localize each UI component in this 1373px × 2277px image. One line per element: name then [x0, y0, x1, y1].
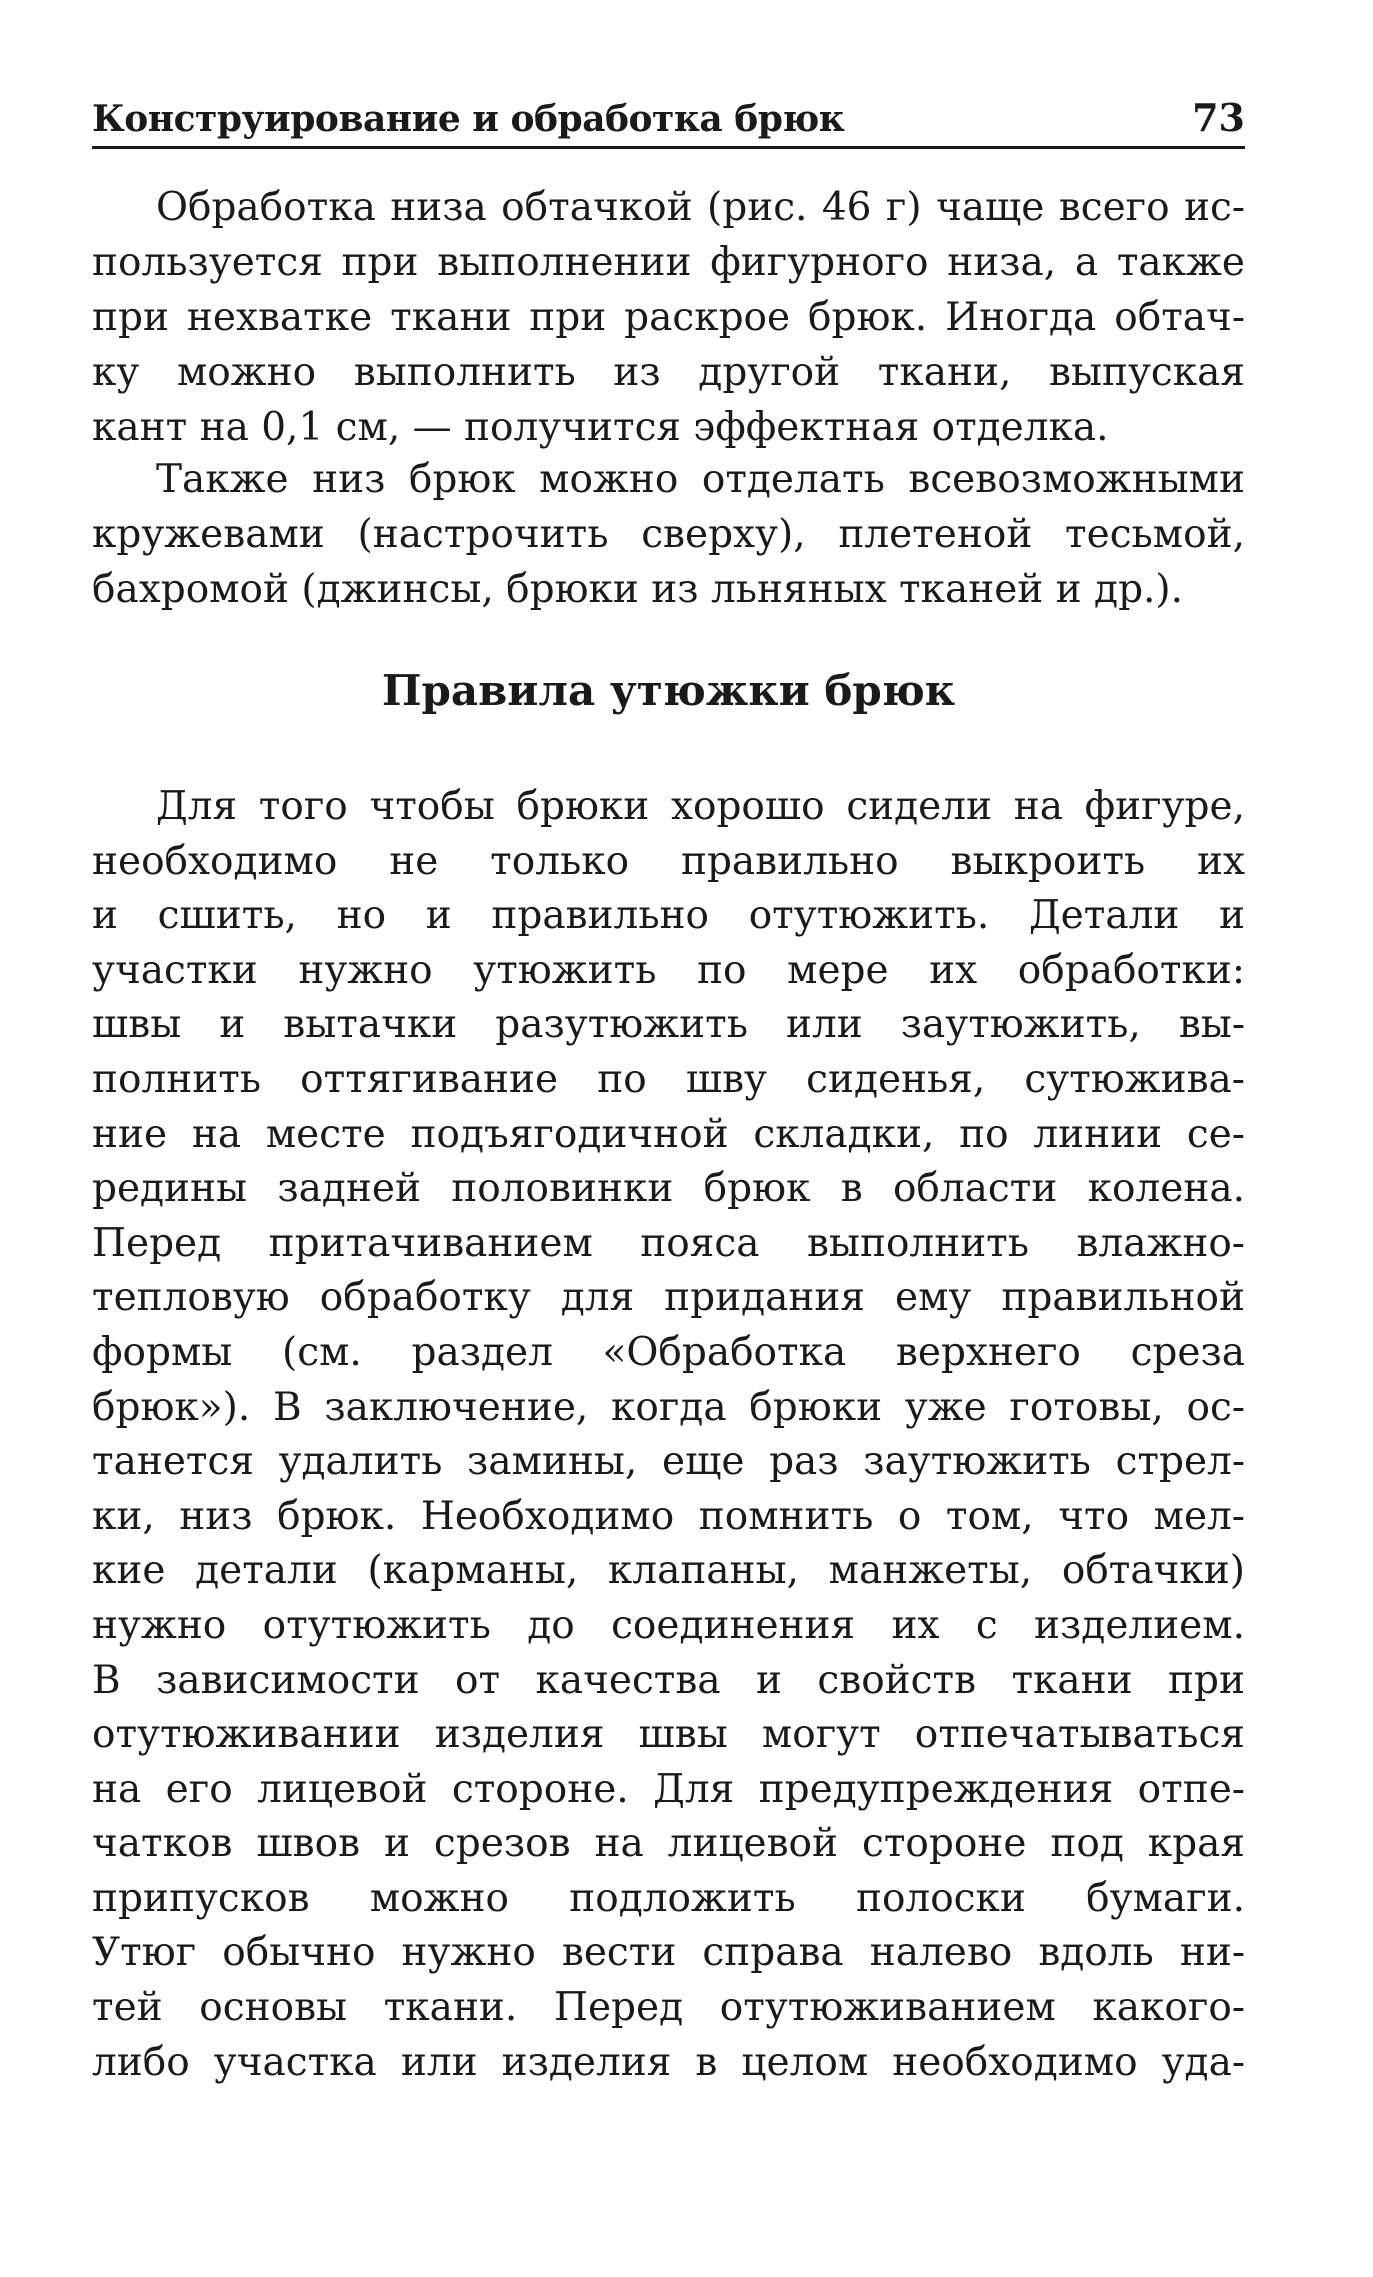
- text-line: и сшить, но и правильно отутюжить. Детали и: [92, 893, 1245, 939]
- text-line: швы и вытачки разутюжить или заутюжить, вы-: [92, 1002, 1245, 1048]
- paragraph-hem-decoration: [92, 452, 1245, 617]
- text-line: Перед притачиванием пояса выполнить влажно-: [92, 1220, 1245, 1266]
- text-line: ки, низ брюк. Необходимо помнить о том, что мел-: [92, 1493, 1245, 1539]
- text-line: необходимо не только правильно выкроить их: [92, 838, 1245, 884]
- text-line: Утюг обычно нужно вести справа налево вдоль ни-: [92, 1930, 1245, 1976]
- text-line: нужно отутюжить до соединения их с изделием.: [92, 1602, 1245, 1648]
- text-line: полнить оттягивание по шву сиденья, сутюжива-: [92, 1056, 1245, 1102]
- text-line: ку можно выполнить из другой ткани, выпуская: [92, 350, 1245, 395]
- text-line: редины задней половинки брюк в области колена.: [92, 1166, 1245, 1212]
- text-line: пользуется при выполнении фигурного низа, а также: [92, 240, 1245, 285]
- text-line: Также низ брюк можно отделать всевозможными: [156, 457, 1245, 502]
- text-line: кант на 0,1 см, — получится эффектная отделка.: [92, 405, 1109, 450]
- text-line: тепловую обработку для придания ему правильной: [92, 1275, 1245, 1321]
- text-line: формы (см. раздел «Обработка верхнего среза: [92, 1329, 1245, 1375]
- text-line: припусков можно подложить полоски бумаги.: [92, 1875, 1245, 1921]
- text-line: брюк»). В заключение, когда брюки уже готовы, ос-: [92, 1384, 1245, 1430]
- running-title: Конструирование и обработка брюк: [92, 98, 845, 140]
- text-line: тей основы ткани. Перед отутюживанием какого-: [92, 1985, 1245, 2031]
- text-line: отутюживании изделия швы могут отпечатываться: [92, 1712, 1245, 1758]
- text-line: при нехватке ткани при раскрое брюк. Иногда обтач-: [92, 295, 1245, 340]
- text-line: Для того чтобы брюки хорошо сидели на фигуре,: [156, 784, 1245, 829]
- page-number: 73: [1192, 95, 1245, 140]
- text-line: Обработка низа обтачкой (рис. 46 г) чаще всего ис-: [156, 185, 1245, 230]
- text-line: кружевами (настрочить сверху), плетеной тесьмой,: [92, 512, 1245, 557]
- section-heading: Правила утюжки брюк: [381, 666, 956, 715]
- paragraph-hem-facing: [92, 180, 1245, 455]
- text-line: бахромой (джинсы, брюки из льняных тканей и др.).: [92, 567, 1184, 612]
- text-line: либо участка или изделия в целом необходимо уда-: [92, 2039, 1245, 2085]
- running-header: [92, 92, 1245, 149]
- paragraph-ironing-rules: [92, 780, 1245, 2090]
- text-line: В зависимости от качества и свойств ткани при: [92, 1657, 1245, 1703]
- text-line: кие детали (карманы, клапаны, манжеты, обтачки): [92, 1548, 1245, 1594]
- text-line: участки нужно утюжить по мере их обработки:: [92, 947, 1245, 993]
- text-line: ние на месте подъягодичной складки, по линии се-: [92, 1111, 1245, 1157]
- text-line: танется удалить замины, еще раз заутюжить стрел-: [92, 1439, 1245, 1485]
- text-line: чатков швов и срезов на лицевой стороне под края: [92, 1821, 1245, 1867]
- text-line: на его лицевой стороне. Для предупреждения отпе-: [92, 1766, 1245, 1812]
